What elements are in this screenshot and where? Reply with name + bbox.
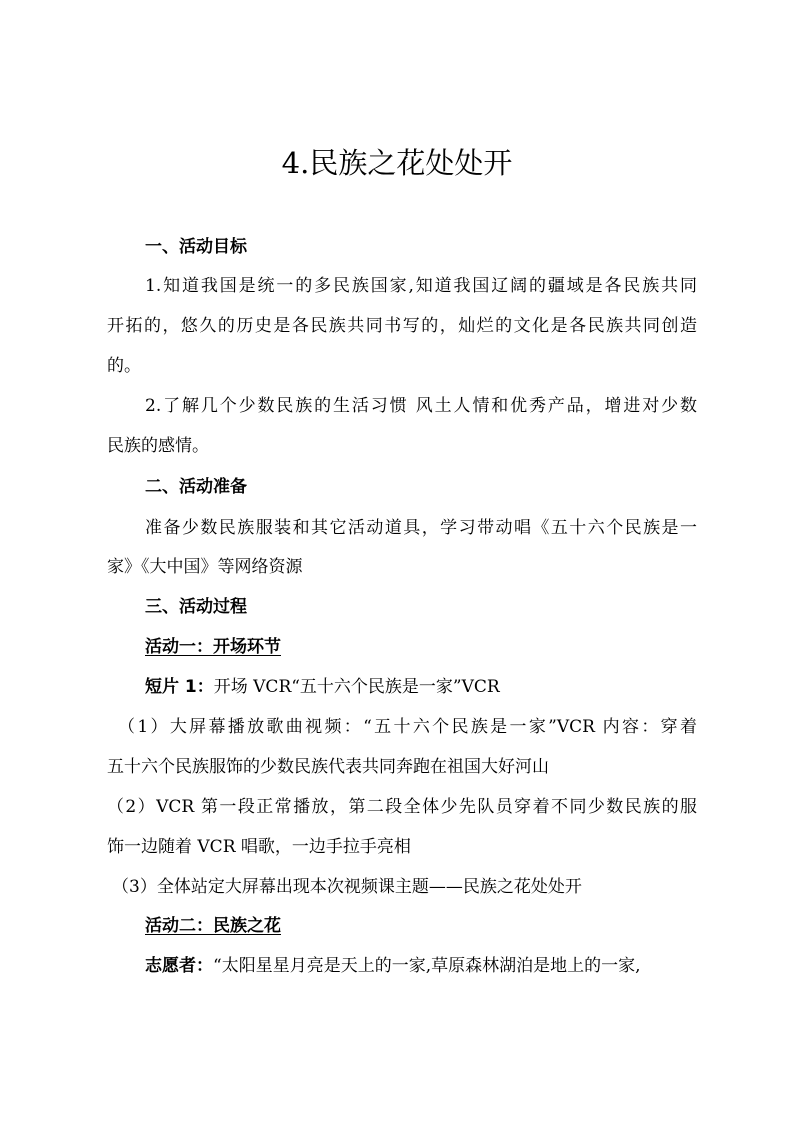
clip1-line [145, 677, 500, 697]
goals-p1-line3: 的。 [107, 356, 141, 376]
section-heading-process: 三、活动过程 [145, 597, 247, 617]
item1-line1: （1）大屏幕播放歌曲视频：“五十六个民族是一家”VCR 内容：穿着 [118, 717, 697, 737]
item3-line: （3）全体站定大屏幕出现本次视频课主题——民族之花处处开 [112, 877, 582, 897]
section-heading-prep: 二、活动准备 [145, 477, 247, 497]
volunteer-text: “太阳星星月亮是天上的一家,草原森林湖泊是地上的一家, [213, 956, 641, 976]
prep-line2: 家》《大中国》等网络资源 [107, 557, 303, 577]
section-heading-goals: 一、活动目标 [145, 237, 247, 257]
goals-p1-line1: 1.知道我国是统一的多民族国家,知道我国辽阔的疆域是各民族共同 [145, 276, 697, 296]
clip1-text: 开场 VCR“五十六个民族是一家”VCR [213, 677, 500, 697]
activity2-heading: 活动二：民族之花 [145, 916, 281, 936]
volunteer-line [145, 956, 641, 976]
item1-line2: 五十六个民族服饰的少数民族代表共同奔跑在祖国大好河山 [107, 757, 549, 777]
goals-p1-line2: 开拓的，悠久的历史是各民族共同书写的，灿烂的文化是各民族共同创造 [107, 316, 697, 336]
goals-p2-line2: 民族的感情。 [107, 436, 209, 456]
activity1-heading: 活动一：开场环节 [145, 637, 281, 657]
clip1-label: 短片 1： [145, 677, 214, 697]
prep-line1: 准备少数民族服装和其它活动道具，学习带动唱《五十六个民族是一 [145, 518, 697, 538]
volunteer-label: 志愿者： [145, 956, 213, 976]
item2-line2: 饰一边随着 VCR 唱歌，一边手拉手亮相 [107, 837, 411, 857]
item2-line1: （2）VCR 第一段正常播放，第二段全体少先队员穿着不同少数民族的服 [107, 797, 697, 817]
goals-p2-line1: 2.了解几个少数民族的生活习惯 风土人情和优秀产品，增进对少数 [145, 396, 697, 416]
page-title: 4.民族之花处处开 [281, 146, 513, 180]
